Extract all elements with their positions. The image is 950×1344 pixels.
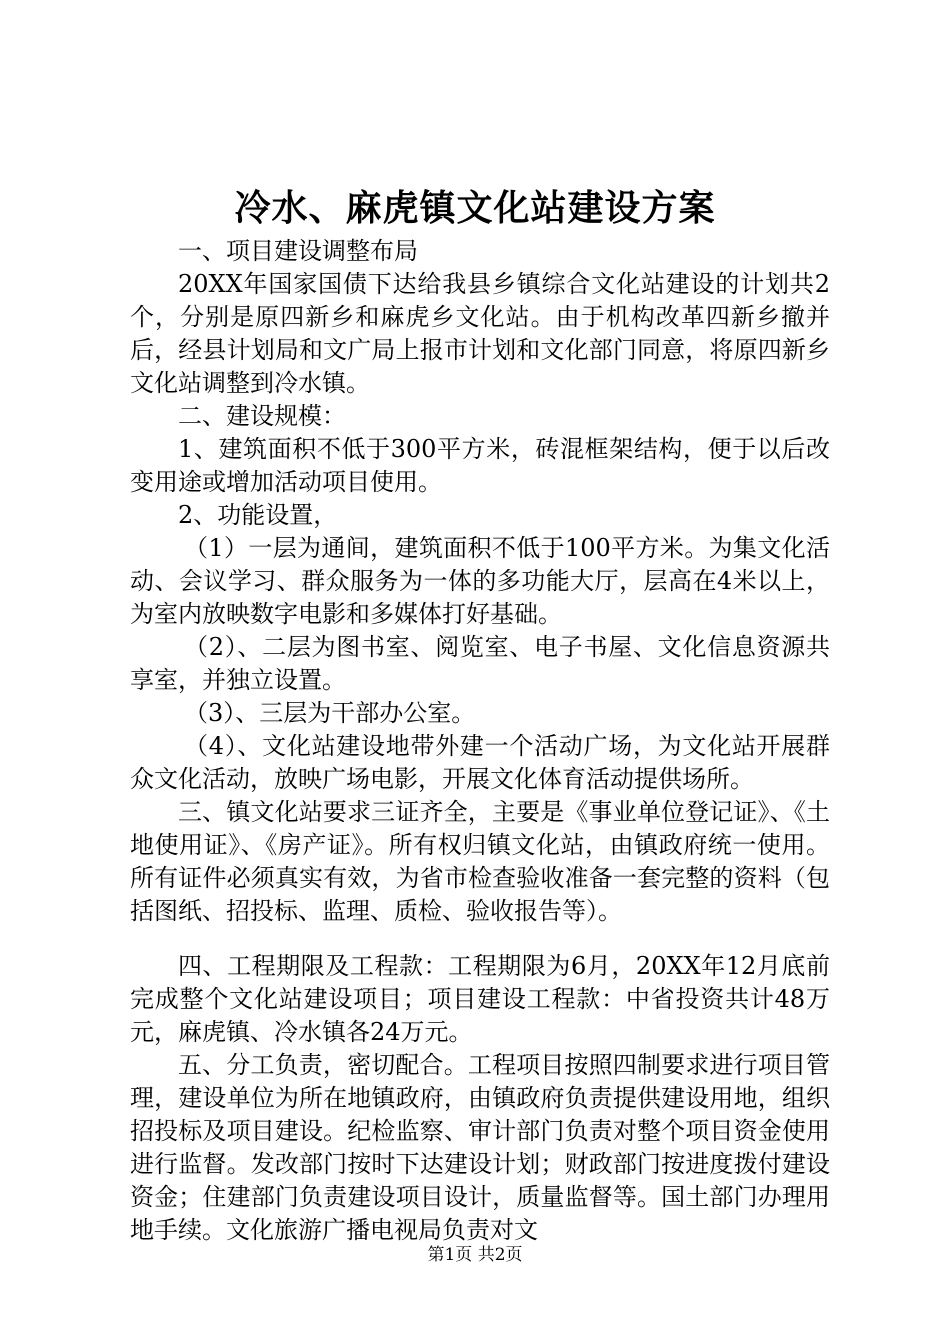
paragraph-certificates: 三、镇文化站要求三证齐全，主要是《事业单位登记证》、《土地使用证》、《房产证》。所有权归镇文化站，由镇政府统一使用。所有证件必须真实有效，为省市检查验收准备一套完整的资料（包括图纸、招投标、监理、质检、验收报告等）。 [130,798,830,925]
paragraph-floor-1: （1）一层为通间，建筑面积不低于100平方米。为集文化活动、会议学习、群众服务为一体的多功能大厅，层高在4米以上，为室内放映数字电影和多媒体打好基础。 [130,534,830,628]
paragraph-schedule: 四、工程期限及工程款：工程期限为6月，20XX年12月底前完成整个文化站建设项目；项目建设工程款：中省投资共计48万元，麻虎镇、冷水镇各24万元。 [130,952,830,1046]
section-heading-1: 一、项目建设调整布局 [178,237,418,265]
document-body [130,235,830,1247]
paragraph-floor-2: （2）、二层为图书室、阅览室、电子书屋、文化信息资源共享室，并独立设置。 [130,633,830,694]
paragraph-responsibility: 五、分工负责，密切配合。工程项目按照四制要求进行项目管理，建设单位为所在地镇政府，由镇政府负责提供建设用地，组织招投标及项目建设。纪检监察、审计部门负责对整个项目资金使用进行监督。发改部门按时下达建设计划；财政部门按进度拨付建设资金；住建部门负责建设项目设计，质量监督等。国土部门办理用地手续。文化旅游广播电视局负责对文 [130,1051,830,1244]
section-heading-2: 二、建设规模： [178,402,346,430]
page-number: 第1页 共2页 [427,1245,523,1265]
paragraph-area: 1、建筑面积不低于300平方米，砖混框架结构，便于以后改变用途或增加活动项目使用。 [130,435,830,496]
document-title: 冷水、麻虎镇文化站建设方案 [234,187,716,229]
paragraph-functions: 2、功能设置， [178,501,338,529]
paragraph-gap [130,928,830,950]
paragraph-plaza: （4）、文化站建设地带外建一个活动广场，为文化站开展群众文化活动，放映广场电影，开展文化体育活动提供场所。 [130,732,830,793]
paragraph-layout: 20XX年国家国债下达给我县乡镇综合文化站建设的计划共2个，分别是原四新乡和麻虎乡文化站。由于机构改革四新乡撤并后，经县计划局和文广局上报市计划和文化部门同意，将原四新乡文化站调整到冷水镇。 [130,270,830,397]
paragraph-floor-3: （3）、三层为干部办公室。 [184,699,476,727]
